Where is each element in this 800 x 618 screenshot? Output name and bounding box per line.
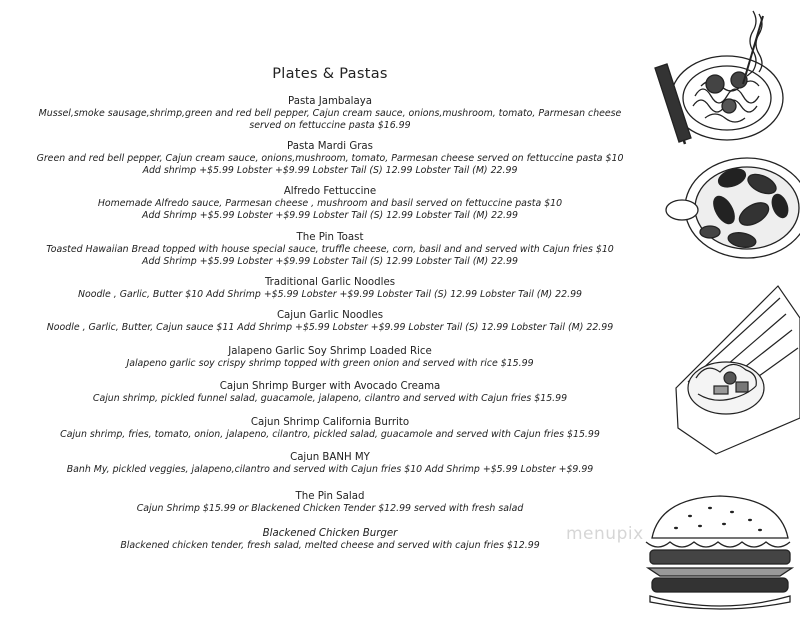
item-name: The Pin Toast: [296, 232, 364, 243]
item-desc-line: Add Shrimp +$5.99 Lobster +$9.99 Lobster Tail (S) 12.99 Lobster Tail (M) 22.99: [142, 255, 518, 267]
item-desc-line: Cajun shrimp, fries, tomato, onion, jalapeno, cilantro, pickled salad, guacamole and served with Cajun fries $15.99: [60, 429, 600, 440]
menu-item-blackened-chicken-burger: [0, 528, 660, 552]
item-desc-line: Banh My, pickled veggies, jalapeno,cilantro and served with Cajun fries $10 Add Shrimp +$5.99 Lobster +$9.99: [66, 464, 594, 475]
watermark: menupix: [566, 524, 644, 544]
item-name: Cajun Shrimp Burger with Avocado Creama: [219, 381, 441, 392]
item-name: Blackened Chicken Burger: [262, 528, 398, 539]
item-name: Jalapeno Garlic Soy Shrimp Loaded Rice: [228, 346, 432, 357]
menu-item-traditional-garlic-noodles: [0, 277, 660, 301]
menu-item-pasta-mardi-gras: [0, 141, 660, 176]
item-desc-line: Toasted Hawaiian Bread topped with house special sauce, truffle cheese, corn, basil and and served with Cajun fries $10: [46, 244, 614, 255]
item-desc-line: Homemade Alfredo sauce, Parmesan cheese , mushroom and basil served on fettuccine pasta $10: [97, 198, 563, 209]
item-desc-line: served on fettuccine pasta $16.99: [249, 119, 411, 131]
menu-item-cajun-garlic-noodles: [0, 310, 660, 334]
item-name: Cajun Garlic Noodles: [276, 310, 384, 321]
menu-item-the-pin-toast: [0, 232, 660, 267]
item-name: Pasta Mardi Gras: [287, 141, 373, 152]
menu-item-pasta-jambalaya: [0, 96, 660, 131]
mussel-pot-icon: [662, 148, 800, 273]
item-name: The Pin Salad: [295, 491, 365, 502]
item-name: Pasta Jambalaya: [288, 96, 372, 107]
menu-item-cajun-banh-my: [0, 452, 660, 476]
item-name: Cajun Shrimp California Burrito: [250, 417, 410, 428]
burrito-icon: [668, 278, 800, 460]
item-name: Alfredo Fettuccine: [283, 186, 377, 197]
menu-item-the-pin-salad: [0, 491, 660, 515]
item-desc-line: Add Shrimp +$5.99 Lobster +$9.99 Lobster Tail (S) 12.99 Lobster Tail (M) 22.99: [142, 209, 518, 221]
item-desc-line: Cajun Shrimp $15.99 or Blackened Chicken Tender $12.99 served with fresh salad: [136, 503, 524, 514]
item-desc-line: Mussel,smoke sausage,shrimp,green and red bell pepper, Cajun cream sauce, onions,mushroom, tomato, Parmesan cheese: [38, 108, 622, 119]
section-title: Plates & Pastas: [272, 66, 388, 82]
item-desc-line: Jalapeno garlic soy crispy shrimp topped with green onion and served with rice $15.99: [126, 358, 534, 369]
spaghetti-plate-icon: [645, 6, 800, 146]
item-desc-line: Add shrimp +$5.99 Lobster +$9.99 Lobster Tail (S) 12.99 Lobster Tail (M) 22.99: [142, 164, 518, 176]
burger-icon: [640, 492, 798, 616]
item-desc-line: Cajun shrimp, pickled funnel salad, guacamole, jalapeno, cilantro and served with Cajun fries $15.99: [92, 393, 568, 404]
item-desc-line: Blackened chicken tender, fresh salad, melted cheese and served with cajun fries $12.99: [120, 540, 540, 551]
item-name: Cajun BANH MY: [290, 452, 370, 463]
menu-item-alfredo-fettuccine: [0, 186, 660, 221]
item-desc-line: Green and red bell pepper, Cajun cream sauce, onions,mushroom, tomato, Parmesan cheese served on fettuccine pasta $10: [36, 153, 624, 164]
menu-item-jalapeno-loaded-rice: [0, 346, 660, 370]
item-name: Traditional Garlic Noodles: [264, 277, 396, 288]
item-desc-line: Noodle , Garlic, Butter $10 Add Shrimp +$5.99 Lobster +$9.99 Lobster Tail (S) 12.99 Lobster Tail (M) 22.99: [77, 289, 583, 300]
menu-item-california-burrito: [0, 417, 660, 441]
menu-item-cajun-shrimp-burger: [0, 381, 660, 405]
item-desc-line: Noodle , Garlic, Butter, Cajun sauce $11 Add Shrimp +$5.99 Lobster +$9.99 Lobster Tail (S) 12.99 Lobster Tail (M) 22.99: [46, 322, 614, 333]
